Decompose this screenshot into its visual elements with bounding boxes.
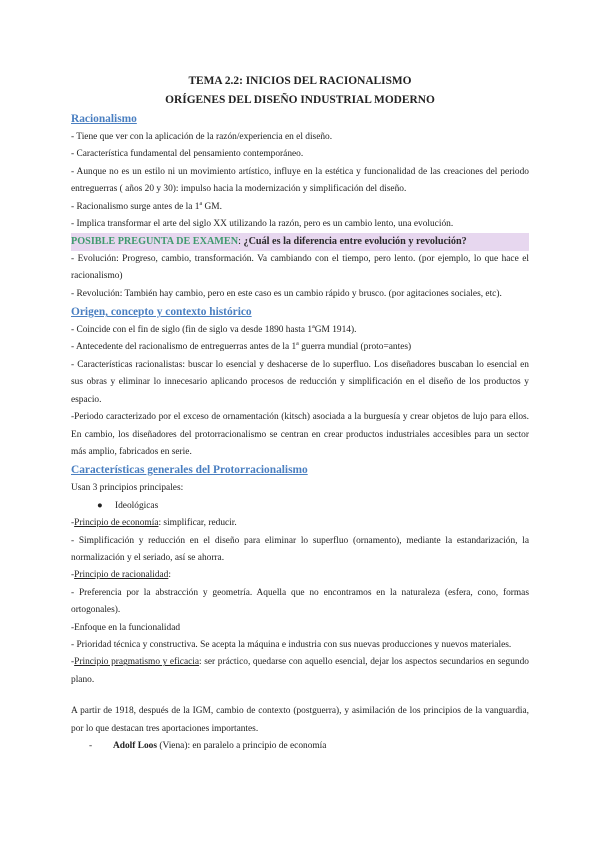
heading-protorracionalismo: Características generales del Protorracionalismo	[71, 464, 308, 477]
racionalidad-rest: :	[168, 570, 171, 581]
exam-label: POSIBLE PREGUNTA DE EXAMEN	[71, 236, 239, 248]
heading-origen: Origen, concepto y contexto histórico	[71, 306, 252, 319]
origen-item-4: -Periodo caracterizado por el exceso de ornamentación (kitsch) asociada a la burguesía y crear objetos de lujo para ellos. En cambio, los diseñadores del protorracionalismo se centran en crear productos industriales accesibles para un sector más amplio, fabricados en serie.	[71, 412, 529, 457]
racionalidad-item-3: - Prioridad técnica y constructiva. Se acepta la máquina e industria con sus nuevas producciones y nuevos materiales.	[71, 639, 512, 650]
economia-dash: -	[71, 518, 75, 529]
pragmatismo-label: Principio pragmatismo y eficacia	[74, 657, 200, 668]
origen-item-3: - Características racionalistas: buscar lo esencial y deshacerse de lo superfluo. Los diseñadores buscaban lo esencial en sus obras y eliminar lo innecesario aplicando procesos de reducción y simplificación en el diseño de los productos y espacio.	[71, 359, 529, 405]
racionalidad-item-2: -Enfoque en la funcionalidad	[71, 622, 181, 633]
economia-text: - Simplificación y reducción en el diseño para eliminar lo superfluo (ornamento), mediante la estandarización, la normalización y el seriado, así se ahorra.	[71, 535, 529, 563]
origen-2-after: guerra mundial (proto=antes)	[298, 342, 412, 353]
origen-1-before: - Coincide con el fin de siglo (fin de siglo va desde 1890 hasta 1	[71, 325, 313, 336]
origen-1-superscript: a	[312, 323, 315, 330]
origen-item-1	[71, 322, 529, 339]
title-line-1: TEMA 2.2: INICIOS DEL RACIONALISMO	[188, 75, 412, 87]
origen-1-after: GM 1914).	[314, 325, 357, 336]
loos-dash: -	[89, 741, 93, 751]
bullet-dot-icon: ●	[97, 500, 103, 511]
title-line-2: ORÍGENES DEL DISEÑO INDUSTRIAL MODERNO	[165, 94, 435, 106]
loos-name: Adolf Loos	[113, 741, 158, 751]
pragmatismo-rest: : ser práctico, quedarse con aquello esencial, dejar los aspectos secundarios en segundo plano.	[71, 657, 529, 685]
gm-text-after: GM.	[202, 201, 222, 212]
exam-question-highlight	[71, 233, 529, 250]
gm-superscript: a	[199, 200, 203, 207]
origen-item-2	[71, 339, 529, 356]
racionalismo-item-1: - Tiene que ver con la aplicación de la razón/experiencia en el diseño.	[71, 132, 333, 142]
after-1918-text: A partir de 1918, después de la IGM, cambio de contexto (postguerra), y asimilación de los principios de la vanguardia, por lo que destacan tres aportaciones importantes.	[71, 706, 529, 734]
bullet-ideologicas	[71, 498, 529, 515]
economia-label: Principio de economía	[74, 518, 159, 529]
exam-item-revolucion: - Revolución: También hay cambio, pero en este caso es un cambio rápido y brusco. (por agitaciones sociales, etc).	[71, 288, 502, 299]
racionalidad-item-1: - Preferencia por la abstracción y geometría. Aquella que no encontramos en la naturaleza (esfera, cono, formas ortogonales).	[71, 587, 529, 616]
racionalismo-item-gm	[71, 199, 529, 216]
origen-2-before: - Antecedente del racionalismo de entreguerras antes de la 1	[71, 342, 297, 353]
exam-item-evolucion: - Evolución: Progreso, cambio, transformación. Va cambiando con el tiempo, pero lento. (por ejemplo, lo que hace el racionalismo)	[71, 253, 529, 282]
document-page	[71, 72, 529, 755]
gm-text-before: - Racionalismo surge antes de la 1	[71, 201, 200, 212]
principio-pragmatismo	[71, 654, 529, 689]
origen-2-superscript: a	[296, 341, 299, 348]
heading-racionalismo: Racionalismo	[71, 113, 137, 125]
racionalidad-label: Principio de racionalidad	[74, 570, 169, 581]
economia-rest: : simplificar, reducir.	[158, 518, 237, 529]
bullet-label: Ideológicas	[115, 500, 159, 511]
principio-racionalidad	[71, 567, 529, 584]
racionalismo-item-4: - Implica transformar el arte del siglo XX utilizando la razón, pero es un cambio lento, una evolución.	[71, 219, 454, 230]
paragraph-gap	[71, 689, 529, 703]
proto-intro: Usan 3 principios principales:	[71, 483, 184, 494]
exam-question: ¿Cuál es la diferencia entre evolución y revolución?	[243, 236, 467, 248]
pragmatismo-dash: -	[71, 657, 75, 668]
racionalidad-dash: -	[71, 570, 75, 581]
racionalismo-item-3: - Aunque no es un estilo ni un movimiento artístico, influye en la estética y funcionalidad de las creaciones del periodo entreguerras ( años 20 y 30): impulso hacia la modernización y simplificación del diseño.	[71, 166, 529, 195]
loos-rest: (Viena): en paralelo a principio de economía	[157, 741, 327, 751]
principio-economia	[71, 515, 529, 532]
exam-colon: :	[238, 236, 244, 248]
racionalismo-item-2: - Característica fundamental del pensamiento contemporáneo.	[71, 149, 304, 160]
adolf-loos-item	[71, 738, 529, 755]
